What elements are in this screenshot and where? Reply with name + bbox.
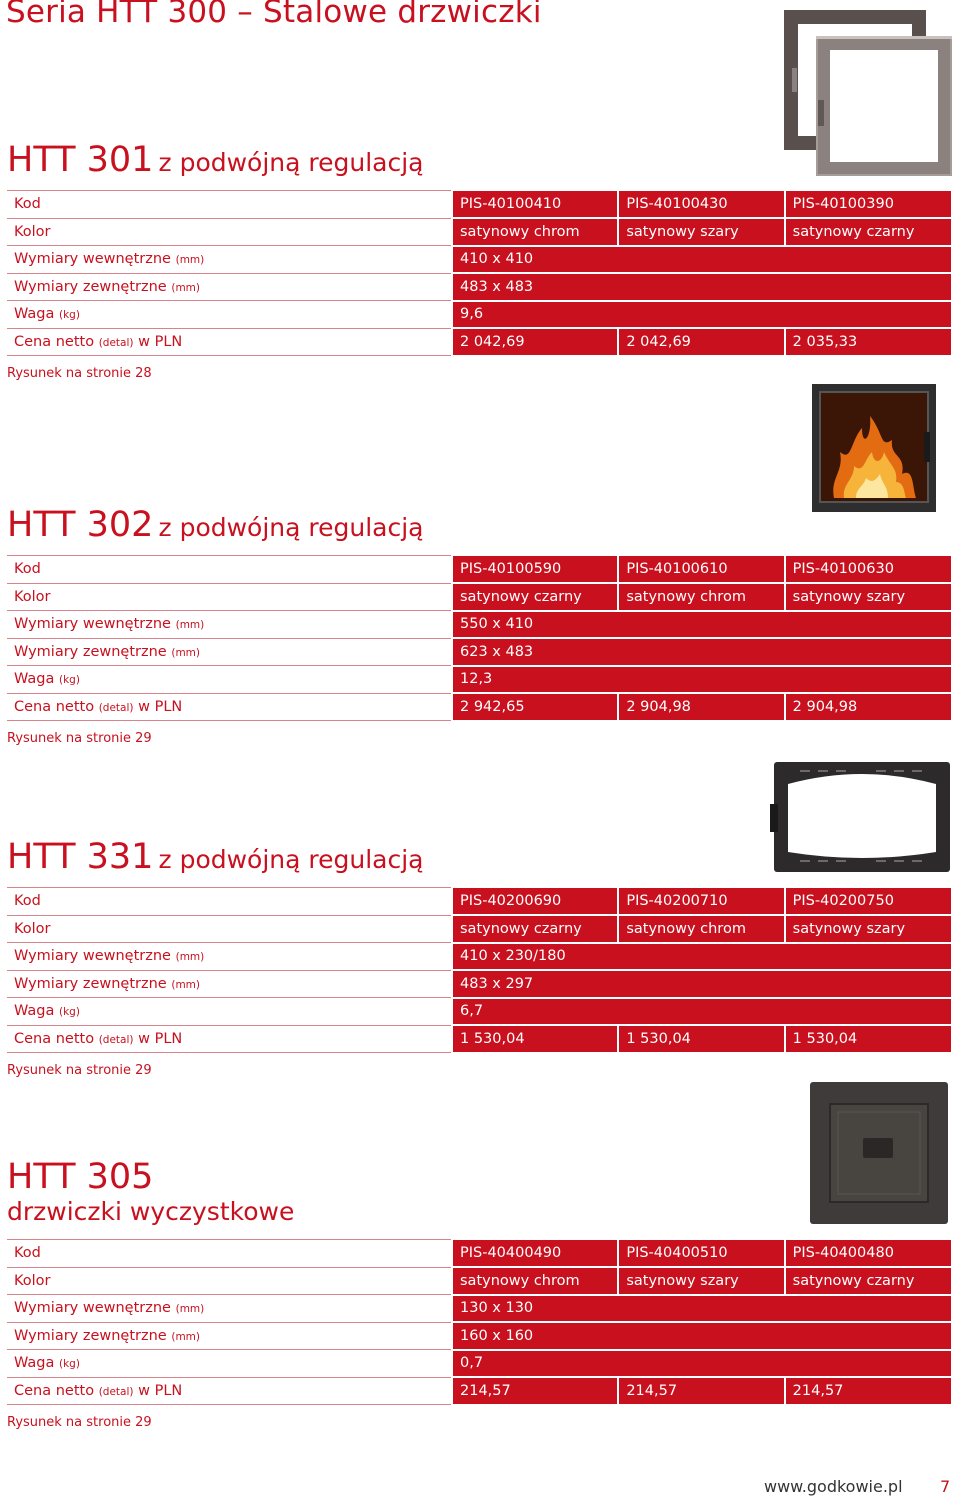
color-cell: satynowy chrom (452, 218, 618, 246)
table-row (7, 1295, 951, 1323)
table-row (7, 556, 951, 584)
table-row (7, 666, 951, 694)
price-cell: 2 042,69 (452, 328, 618, 356)
color-cell: satynowy chrom (452, 1267, 618, 1295)
code-cell: PIS-40400510 (618, 1240, 784, 1268)
price-cell: 2 942,65 (452, 693, 618, 721)
table-row (7, 888, 951, 916)
product-model: HTT 301 (7, 140, 154, 180)
unit-label: (detal) (98, 1033, 134, 1046)
table-row (7, 1350, 951, 1378)
unit-label: (mm) (171, 281, 200, 294)
row-label (7, 693, 452, 721)
unit-label: (mm) (175, 1303, 205, 1316)
inner-dims-cell: 410 x 230/180 (452, 943, 951, 971)
color-cell: satynowy czarny (785, 218, 951, 246)
unit-label: (mm) (175, 619, 205, 632)
color-cell: satynowy czarny (785, 1267, 951, 1295)
row-label (7, 666, 452, 694)
outer-dims-cell: 160 x 160 (452, 1322, 951, 1350)
unit-label: (kg) (59, 674, 80, 687)
code-cell: PIS-40400480 (785, 1240, 951, 1268)
product-subtitle: z podwójną regulacją (158, 845, 424, 874)
unit-label: (kg) (59, 1006, 80, 1019)
row-label: Kod (7, 888, 452, 916)
code-cell: PIS-40200710 (618, 888, 784, 916)
table-row (7, 1267, 951, 1295)
color-cell: satynowy chrom (618, 583, 784, 611)
label-text: Wymiary wewnętrzne (14, 948, 171, 965)
door-with-fire-image (810, 382, 938, 514)
cleanout-door-image (808, 1080, 950, 1226)
row-label (7, 1295, 452, 1323)
color-cell: satynowy szary (785, 583, 951, 611)
unit-label: (detal) (98, 1385, 134, 1398)
row-label (7, 1025, 452, 1053)
product-subtitle: drzwiczki wyczystkowe (7, 1197, 295, 1226)
price-cell: 1 530,04 (785, 1025, 951, 1053)
color-cell: satynowy szary (785, 915, 951, 943)
page-number: 7 (940, 1477, 951, 1496)
price-cell: 2 904,98 (618, 693, 784, 721)
table-row (7, 915, 951, 943)
unit-label: (mm) (175, 254, 205, 267)
spec-table (7, 887, 951, 1054)
product-title (7, 837, 424, 877)
row-label: Kolor (7, 583, 452, 611)
row-label (7, 970, 452, 998)
unit-label: (mm) (175, 951, 205, 964)
row-label (7, 328, 452, 356)
row-label: Kolor (7, 1267, 452, 1295)
weight-cell: 9,6 (452, 301, 951, 329)
table-row (7, 943, 951, 971)
row-label: Kod (7, 556, 452, 584)
inner-dims-cell: 410 x 410 (452, 246, 951, 274)
unit-label: (detal) (98, 701, 134, 714)
unit-label: (kg) (59, 1358, 80, 1371)
page-title: Seria HTT 300 – Stalowe drzwiczki (6, 0, 542, 30)
table-row (7, 583, 951, 611)
label-text: Wymiary wewnętrzne (14, 251, 171, 268)
weight-cell: 0,7 (452, 1350, 951, 1378)
row-label (7, 1350, 452, 1378)
code-cell: PIS-40100610 (618, 556, 784, 584)
row-label: Kod (7, 1240, 452, 1268)
table-row (7, 273, 951, 301)
table-row (7, 970, 951, 998)
product-title (7, 505, 424, 545)
label-text: Waga (14, 671, 55, 688)
table-row (7, 191, 951, 219)
color-cell: satynowy szary (618, 218, 784, 246)
label-text: Wymiary wewnętrzne (14, 1300, 171, 1317)
spec-table (7, 555, 951, 722)
row-label (7, 301, 452, 329)
code-cell: PIS-40100390 (785, 191, 951, 219)
label-text: Cena netto (14, 1382, 95, 1399)
label-text: w PLN (138, 1030, 183, 1047)
code-cell: PIS-40100590 (452, 556, 618, 584)
row-label (7, 246, 452, 274)
color-cell: satynowy chrom (618, 915, 784, 943)
price-cell: 214,57 (452, 1377, 618, 1405)
unit-label: (mm) (171, 1330, 200, 1343)
row-label (7, 273, 452, 301)
price-cell: 1 530,04 (618, 1025, 784, 1053)
price-cell: 1 530,04 (452, 1025, 618, 1053)
label-text: Cena netto (14, 333, 95, 350)
figure-reference: Rysunek na stronie 29 (7, 1063, 152, 1078)
outer-dims-cell: 483 x 297 (452, 970, 951, 998)
code-cell: PIS-40100410 (452, 191, 618, 219)
product-title (7, 140, 424, 180)
weight-cell: 6,7 (452, 998, 951, 1026)
label-text: Wymiary zewnętrzne (14, 278, 167, 295)
label-text: w PLN (138, 333, 183, 350)
row-label (7, 611, 452, 639)
product-subtitle: z podwójną regulacją (158, 148, 424, 177)
table-row (7, 638, 951, 666)
product-subtitle: z podwójną regulacją (158, 513, 424, 542)
unit-label: (detal) (98, 336, 134, 349)
weight-cell: 12,3 (452, 666, 951, 694)
row-label (7, 638, 452, 666)
label-text: Waga (14, 1355, 55, 1372)
product-title (7, 1158, 294, 1228)
unit-label: (kg) (59, 309, 80, 322)
table-row (7, 1377, 951, 1405)
table-row (7, 998, 951, 1026)
price-cell: 2 904,98 (785, 693, 951, 721)
inner-dims-cell: 550 x 410 (452, 611, 951, 639)
row-label (7, 943, 452, 971)
price-cell: 2 035,33 (785, 328, 951, 356)
code-cell: PIS-40200690 (452, 888, 618, 916)
spec-table (7, 1239, 951, 1406)
table-row (7, 693, 951, 721)
color-cell: satynowy czarny (452, 915, 618, 943)
spec-table (7, 190, 951, 357)
row-label (7, 1322, 452, 1350)
table-row (7, 218, 951, 246)
label-text: Waga (14, 1003, 55, 1020)
code-cell: PIS-40100630 (785, 556, 951, 584)
figure-reference: Rysunek na stronie 28 (7, 366, 152, 381)
arched-door-frame-image (770, 760, 952, 874)
label-text: Wymiary zewnętrzne (14, 975, 167, 992)
row-label (7, 998, 452, 1026)
table-row (7, 1025, 951, 1053)
footer-website-link[interactable]: www.godkowie.pl (764, 1477, 903, 1496)
product-model: HTT 305 (7, 1157, 154, 1197)
inner-dims-cell: 130 x 130 (452, 1295, 951, 1323)
row-label: Kolor (7, 915, 452, 943)
code-cell: PIS-40100430 (618, 191, 784, 219)
label-text: w PLN (138, 698, 183, 715)
price-cell: 2 042,69 (618, 328, 784, 356)
color-cell: satynowy czarny (452, 583, 618, 611)
table-row (7, 611, 951, 639)
price-cell: 214,57 (785, 1377, 951, 1405)
label-text: Cena netto (14, 1030, 95, 1047)
unit-label: (mm) (171, 978, 200, 991)
outer-dims-cell: 623 x 483 (452, 638, 951, 666)
unit-label: (mm) (171, 646, 200, 659)
table-row (7, 301, 951, 329)
product-model: HTT 302 (7, 505, 154, 545)
row-label: Kod (7, 191, 452, 219)
table-row (7, 1240, 951, 1268)
product-model: HTT 331 (7, 837, 154, 877)
label-text: Waga (14, 306, 55, 323)
code-cell: PIS-40200750 (785, 888, 951, 916)
table-row (7, 328, 951, 356)
color-cell: satynowy szary (618, 1267, 784, 1295)
row-label (7, 1377, 452, 1405)
table-row (7, 246, 951, 274)
label-text: Wymiary wewnętrzne (14, 616, 171, 633)
double-square-door-frames-image (782, 8, 954, 178)
label-text: w PLN (138, 1382, 183, 1399)
table-row (7, 1322, 951, 1350)
figure-reference: Rysunek na stronie 29 (7, 1415, 152, 1430)
price-cell: 214,57 (618, 1377, 784, 1405)
label-text: Wymiary zewnętrzne (14, 1327, 167, 1344)
row-label: Kolor (7, 218, 452, 246)
outer-dims-cell: 483 x 483 (452, 273, 951, 301)
label-text: Cena netto (14, 698, 95, 715)
figure-reference: Rysunek na stronie 29 (7, 731, 152, 746)
code-cell: PIS-40400490 (452, 1240, 618, 1268)
label-text: Wymiary zewnętrzne (14, 643, 167, 660)
